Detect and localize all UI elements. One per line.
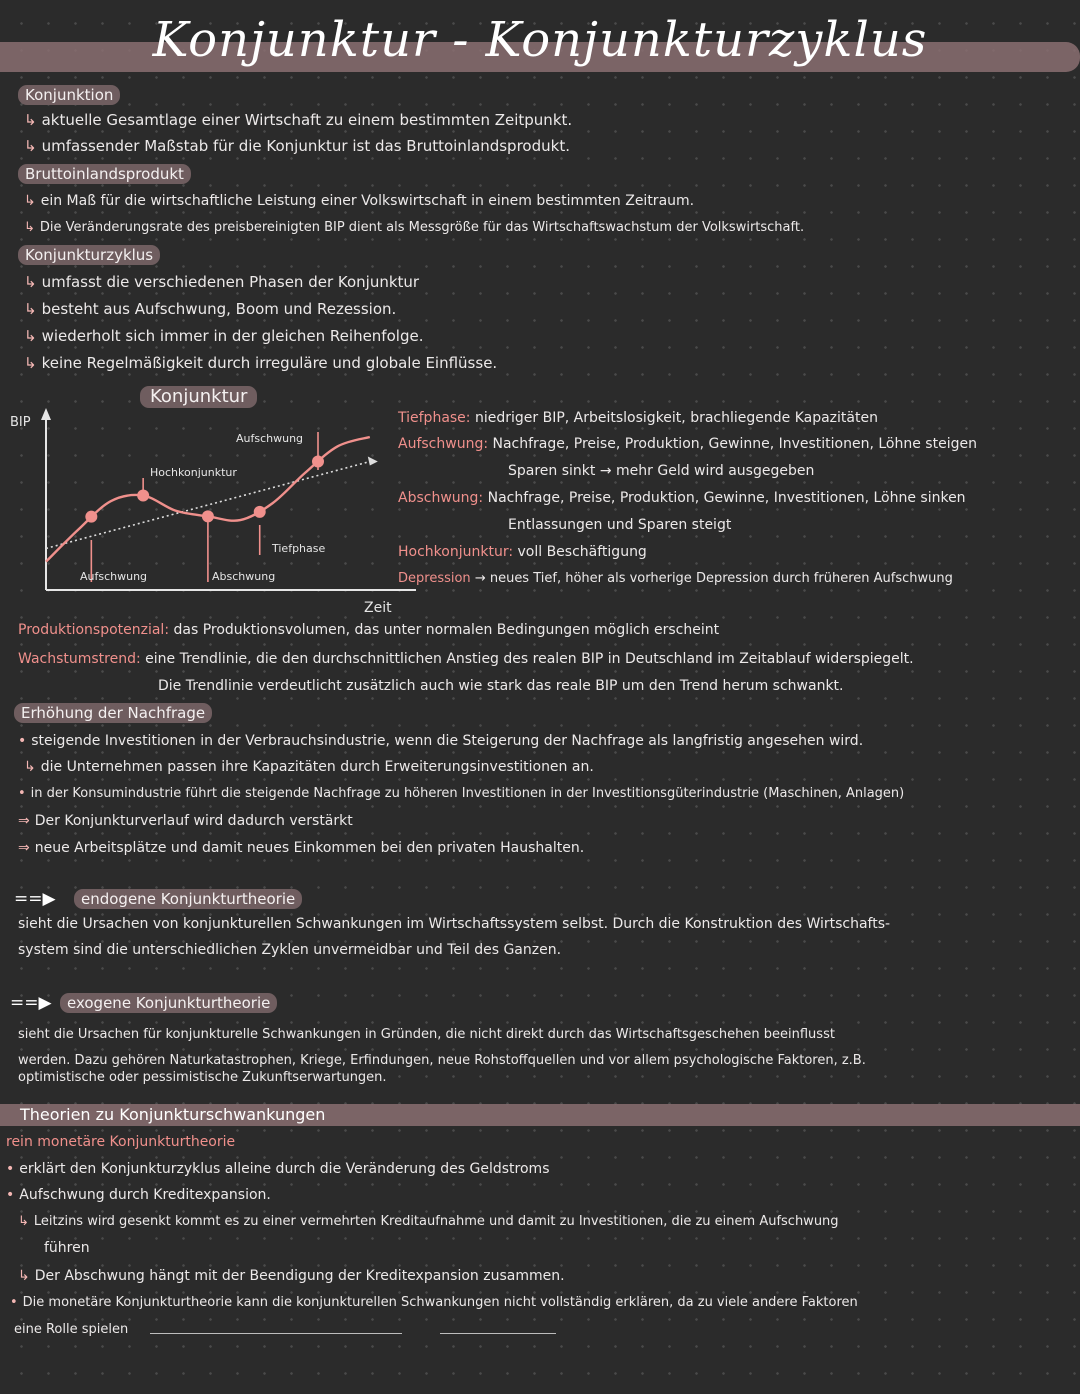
marker-abschwung-dot xyxy=(202,510,214,522)
heading-konjunktion: Konjunktion xyxy=(18,85,120,105)
arrow-icon: ↳ xyxy=(24,111,37,129)
phase-abschwung: Abschwung: Nachfrage, Preise, Produktion, Gewinne, Investitionen, Löhne sinken xyxy=(398,490,966,506)
marker-tiefphase-dot xyxy=(254,506,266,518)
heading-konjunkturzyklus: Konjunkturzyklus xyxy=(18,245,160,265)
underline-1 xyxy=(150,1333,402,1334)
theorien-line-3: ↳ Leitzins wird gesenkt kommt es zu einer vermehrten Kreditaufnahme und damit zu Investitionen, die zu einem Aufschwung xyxy=(18,1214,839,1229)
def-wachstumstrend: Wachstumstrend: eine Trendlinie, die den durchschnittlichen Anstieg des realen BIP in Deutschland im Zeitablauf widerspiegelt. xyxy=(18,651,914,667)
konjunktion-line-2: ↳ umfassender Maßstab für die Konjunktur ist das Bruttoinlandsprodukt. xyxy=(24,137,570,155)
marker-hochkonjunktur-dot xyxy=(137,490,149,502)
marker-hochkonjunktur-label: Hochkonjunktur xyxy=(150,466,237,479)
nachfrage-line-4: ⇒ Der Konjunkturverlauf wird dadurch verstärkt xyxy=(18,813,353,829)
marker-aufschwung-2-label: Aufschwung xyxy=(236,432,304,445)
marker-aufschwung-1-dot xyxy=(85,511,97,523)
nachfrage-line-3: • in der Konsumindustrie führt die steigende Nachfrage zu höheren Investitionen in der Investitionsgüterindustrie (Maschinen, Anlagen) xyxy=(18,786,905,801)
bullet-icon: • xyxy=(18,733,27,749)
theorien-line-2: • Aufschwung durch Kreditexpansion. xyxy=(6,1187,271,1203)
marker-tiefphase-label: Tiefphase xyxy=(272,542,326,555)
theorien-line-1: • erklärt den Konjunkturzyklus alleine durch die Veränderung des Geldstroms xyxy=(6,1161,550,1177)
underline-2 xyxy=(440,1333,556,1334)
bullet-icon: • xyxy=(18,786,26,801)
exogen-line-2: werden. Dazu gehören Naturkatastrophen, Kriege, Erfindungen, neue Rohstoffquellen und vor allem psychologische Faktoren, z.B. xyxy=(18,1053,866,1068)
theorien-line-5: ↳ Der Abschwung hängt mit der Beendigung der Kreditexpansion zusammen. xyxy=(18,1268,565,1284)
heading-bip: Bruttoinlandsprodukt xyxy=(18,164,191,184)
nachfrage-line-1: • steigende Investitionen in der Verbrauchsindustrie, wenn die Steigerung der Nachfrage als langfristig angesehen wird. xyxy=(18,733,864,749)
endogen-line-1: sieht die Ursachen von konjunkturellen Schwankungen im Wirtschaftssystem selbst. Durch die Konstruktion des Wirtschafts- xyxy=(18,916,891,932)
phase-tiefphase: Tiefphase: niedriger BIP, Arbeitslosigkeit, brachliegende Kapazitäten xyxy=(398,410,878,426)
heading-nachfrage: Erhöhung der Nachfrage xyxy=(14,703,212,723)
zyklus-line-3: ↳ wiederholt sich immer in der gleichen Reihenfolge. xyxy=(24,327,424,345)
bullet-icon: • xyxy=(6,1161,15,1177)
marker-aufschwung-2-dot xyxy=(312,456,324,468)
bip-line-2: ↳ Die Veränderungsrate des preisbereinigten BIP dient als Messgröße für das Wirtschaftswachstum der Volkswirtschaft. xyxy=(24,220,805,235)
exogen-line-3: optimistische oder pessimistische Zukunftserwartungen. xyxy=(18,1070,387,1085)
exogen-arrow-icon: ==▶ xyxy=(10,993,52,1013)
double-arrow-icon: ⇒ xyxy=(18,813,30,829)
phase-abschwung-2: Entlassungen und Sparen steigt xyxy=(508,517,732,533)
bullet-icon: • xyxy=(6,1187,15,1203)
heading-exogen: exogene Konjunkturtheorie xyxy=(60,993,277,1013)
arrow-icon: ↳ xyxy=(18,1214,29,1229)
theorien-line-7: eine Rolle spielen xyxy=(14,1322,129,1337)
konjunktion-line-1: ↳ aktuelle Gesamtlage einer Wirtschaft zu einem bestimmten Zeitpunkt. xyxy=(24,111,573,129)
heading-endogen: endogene Konjunkturtheorie xyxy=(74,889,302,909)
exogen-line-1: sieht die Ursachen für konjunkturelle Schwankungen in Gründen, die nicht direkt durch das Wirtschaftsgeschehen beeinflusst xyxy=(18,1027,835,1042)
page-title: Konjunktur - Konjunkturzyklus xyxy=(152,12,928,68)
x-axis-label: Zeit xyxy=(364,600,392,616)
bullet-icon: • xyxy=(10,1295,18,1310)
zyklus-line-1: ↳ umfasst die verschiedenen Phasen der Konjunktur xyxy=(24,273,420,291)
phase-aufschwung-2: Sparen sinkt → mehr Geld wird ausgegeben xyxy=(508,463,815,479)
theorien-line-4: führen xyxy=(44,1240,90,1256)
arrow-icon: ↳ xyxy=(24,300,37,318)
def-produktionspotenzial: Produktionspotenzial: das Produktionsvolumen, das unter normalen Bedingungen möglich erscheint xyxy=(18,622,720,638)
endogen-line-2: system sind die unterschiedlichen Zyklen unvermeidbar und Teil des Ganzen. xyxy=(18,942,562,958)
marker-aufschwung-1-label: Aufschwung xyxy=(80,570,148,583)
endogen-arrow-icon: ==▶ xyxy=(14,889,56,909)
phase-aufschwung: Aufschwung: Nachfrage, Preise, Produktion, Gewinne, Investitionen, Löhne steigen xyxy=(398,436,977,452)
arrow-icon: ↳ xyxy=(24,220,35,235)
arrow-icon: ↳ xyxy=(24,193,36,209)
bip-line-1: ↳ ein Maß für die wirtschaftliche Leistung einer Volkswirtschaft in einem bestimmten Zeitraum. xyxy=(24,193,695,209)
chart-title: Konjunktur xyxy=(140,386,257,408)
arrow-icon: ↳ xyxy=(18,1268,30,1284)
phase-hochkonjunktur: Hochkonjunktur: voll Beschäftigung xyxy=(398,544,647,560)
theorien-line-6: • Die monetäre Konjunkturtheorie kann die konjunkturellen Schwankungen nicht vollständig erklären, da zu viele andere Faktoren xyxy=(10,1295,858,1310)
zyklus-line-4: ↳ keine Regelmäßigkeit durch irreguläre und globale Einflüsse. xyxy=(24,354,498,372)
y-axis-label: BIP xyxy=(10,415,31,430)
arrow-icon: ↳ xyxy=(24,759,36,775)
arrow-icon: ↳ xyxy=(24,137,37,155)
double-arrow-icon: ⇒ xyxy=(18,840,30,856)
arrow-icon: ↳ xyxy=(24,327,37,345)
trend-arrow-icon xyxy=(368,457,378,466)
nachfrage-line-5: ⇒ neue Arbeitsplätze und damit neues Einkommen bei den privaten Haushalten. xyxy=(18,840,585,856)
subheading-monetaer: rein monetäre Konjunkturtheorie xyxy=(6,1134,236,1150)
nachfrage-line-2: ↳ die Unternehmen passen ihre Kapazitäten durch Erweiterungsinvestitionen an. xyxy=(24,759,594,775)
def-wachstumstrend-2: Die Trendlinie verdeutlicht zusätzlich auch wie stark das reale BIP um den Trend herum schwankt. xyxy=(158,678,844,694)
arrow-icon: ↳ xyxy=(24,273,37,291)
marker-abschwung-label: Abschwung xyxy=(212,570,276,583)
zyklus-line-2: ↳ besteht aus Aufschwung, Boom und Rezession. xyxy=(24,300,397,318)
phase-depression: Depression → neues Tief, höher als vorherige Depression durch früheren Aufschwung xyxy=(398,571,953,586)
y-axis-arrow-icon xyxy=(41,408,51,420)
heading-theorien: Theorien zu Konjunkturschwankungen xyxy=(20,1105,326,1124)
arrow-icon: ↳ xyxy=(24,354,37,372)
